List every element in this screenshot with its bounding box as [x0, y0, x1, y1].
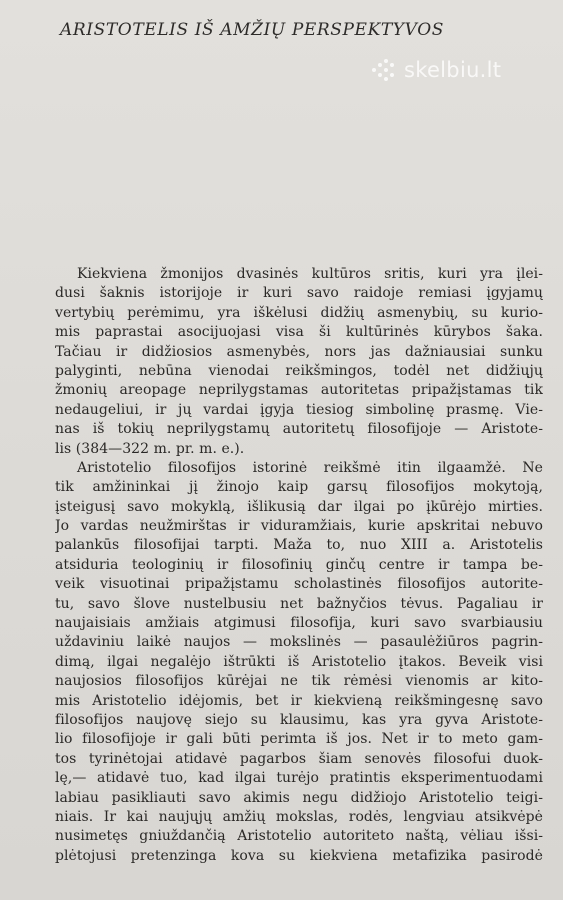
text-line: Kiekviena žmonijos dvasinės kultūros sritis, kuri yra įlei- [77, 266, 543, 282]
text-line: nusimetęs gniuždančią Aristotelio autoriteto naštą, vėliau išsi- [55, 828, 543, 845]
watermark-text: skelbiu.lt [404, 58, 502, 82]
text-line: niais. Ir kai naujųjų amžių mokslas, rodės, lengviau atsikvėpė [55, 808, 543, 825]
dot-grid-logo-icon [372, 59, 398, 81]
text-line: įsteigusį savo mokyklą, išlikusią dar ilgai po įkūrėjo mirties. [55, 498, 543, 515]
text-line: labiau pasikliauti savo akimis negu didžiojo Aristotelio teigi- [55, 789, 543, 806]
text-line: tik amžininkai jį žinojo kaip garsų filosofijos mokytoją, [55, 479, 543, 496]
running-head: ARISTOTELIS IŠ AMŽIŲ PERSPEKTYVOS [60, 20, 444, 40]
watermark [372, 58, 501, 82]
text-line: tu, savo šlove nustelbusiu net bažnyčios tėvus. Pagaliau ir [55, 595, 543, 612]
text-line: vertybių perėmimu, yra iškėlusi didžių asmenybių, su kurio- [55, 304, 543, 321]
text-line: Jo vardas neužmirštas ir viduramžiais, kurie apskritai nebuvo [55, 518, 543, 535]
paragraph [55, 265, 543, 459]
text-line: mis paprastai asocijuojasi visa ši kultūrinės kūrybos šaka. [55, 324, 543, 341]
text-line: dusi šaknis istorijoje ir kuri savo raidoje remiasi įgyjamų [55, 285, 543, 302]
text-line: naujaisiais amžiais atgimusi filosofija, kuri savo svarbiausiu [55, 615, 543, 632]
text-line: lis (384—322 m. pr. m. e.). [55, 440, 245, 457]
text-line: lio filosofijoje ir gali būti perimta iš jos. Net ir to meto gam- [55, 731, 543, 748]
text-line: nas iš tokių neprilygstamų autoritetų filosofijoje — Aristote- [55, 421, 543, 438]
text-line: dimą, ilgai negalėjo ištrūkti iš Aristotelio įtakos. Beveik visi [55, 653, 543, 670]
text-line: filosofijos naujovę siejo su klausimu, kas yra gyva Aristote- [55, 711, 543, 728]
paragraph [55, 459, 543, 866]
text-line: lę,— atidavė tuo, kad ilgai turėjo pratintis eksperimentuodami [55, 770, 543, 787]
body-text [55, 265, 543, 866]
text-line: tos tyrinėtojai atidavė pagarbos šiam senovės filosofui duok- [55, 750, 543, 767]
text-line: mis Aristotelio idėjomis, bet ir kiekvieną reikšmingesnę savo [55, 692, 543, 709]
text-line: palyginti, nebūna vienodai reikšmingos, todėl net didžiųjų [55, 362, 543, 379]
text-line: palankūs filosofijai tarpti. Maža to, nuo XIII a. Aristotelis [55, 537, 543, 554]
text-line: uždaviniu laikė naujos — mokslinės — pasaulėžiūros pagrin- [55, 634, 543, 651]
text-line: Aristotelio filosofijos istorinė reikšmė itin ilgaamžė. Ne [77, 459, 543, 476]
text-line: Tačiau ir didžiosios asmenybės, nors jas dažniausiai sunku [55, 343, 543, 360]
text-line: atsiduria teologinių ir filosofinių ginčų centre ir tampa be- [55, 556, 543, 573]
text-line: žmonių areopage neprilygstamas autoritetas pripažįstamas tik [55, 382, 543, 399]
text-line: veik visuotinai pripažįstamu scholastinės filosofijos autorite- [55, 576, 543, 593]
text-line: nedaugeliui, ir jų vardai įgyja tiesiog simbolinę prasmę. Vie- [55, 401, 543, 418]
text-line: naujosios filosofijos kūrėjai ne tik rėmėsi vienomis ar kito- [55, 673, 543, 690]
text-line: plėtojusi pretenzinga kova su kiekviena metafizika pasirodė [55, 847, 543, 864]
